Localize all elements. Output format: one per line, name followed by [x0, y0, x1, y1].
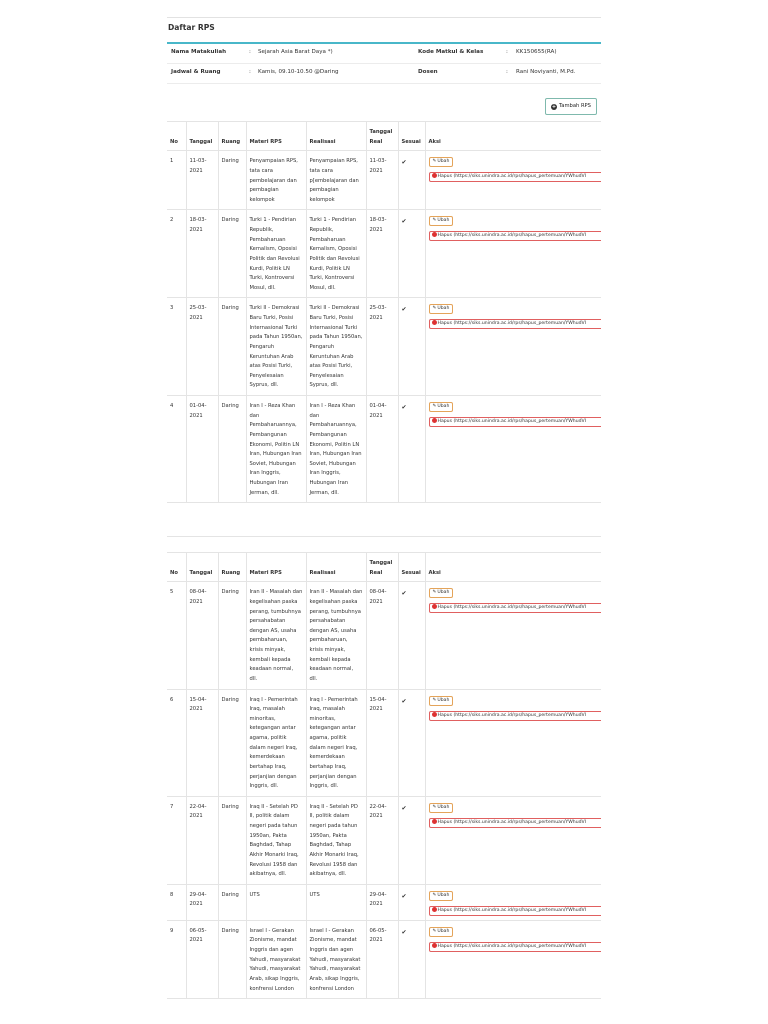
- delete-button[interactable]: [429, 172, 602, 182]
- delete-button[interactable]: [429, 906, 602, 916]
- cell-no: 2: [167, 210, 186, 298]
- edit-label: Ubah: [437, 892, 450, 898]
- delete-button[interactable]: [429, 711, 602, 721]
- col-header-real-date: Tanggal Real: [366, 553, 398, 582]
- col-header-material: Materi RPS: [246, 122, 306, 151]
- cell-material: UTS: [246, 884, 306, 920]
- col-header-match: Sesuai: [398, 122, 425, 151]
- table-row: [167, 689, 601, 796]
- delete-icon: [432, 418, 437, 423]
- cell-action: [425, 796, 601, 884]
- delete-label: Hapus (https://siks.unindra.ac.id/rps/hapus_pertemuan/YWhudVI: [437, 605, 587, 611]
- cell-room: Daring: [218, 151, 246, 210]
- cell-match: [398, 210, 425, 298]
- cell-no: 7: [167, 796, 186, 884]
- cell-room: Daring: [218, 396, 246, 503]
- check-icon: ✔: [401, 306, 407, 314]
- edit-button[interactable]: [429, 304, 454, 314]
- delete-label: Hapus (https://siks.unindra.ac.id/rps/hapus_pertemuan/YWhudVI: [437, 321, 587, 327]
- cell-date: 06-05-2021: [186, 920, 218, 998]
- check-icon: ✔: [401, 697, 407, 705]
- cell-real-date: 08-04-2021: [366, 582, 398, 689]
- cell-realization: Iraq I - Pemerintah Iraq, masalah minoritas, ketegangan antar agama, politik dalam negeri Iraq, kemerdekaan bertahap Iraq, perjanjian dengan Inggris, dll.: [306, 689, 366, 796]
- cell-room: Daring: [218, 298, 246, 396]
- cell-real-date: 29-04-2021: [366, 884, 398, 920]
- lecturer-label: Dosen: [418, 69, 438, 75]
- table-header: [167, 122, 601, 151]
- edit-button[interactable]: [429, 927, 454, 937]
- course-value: Sejarah Asia Barat Daya *): [258, 49, 333, 55]
- delete-button[interactable]: [429, 818, 602, 828]
- cell-realization: Iran II - Masalah dan kegelisahan paska perang, tumbuhnya persahabatan dengan AS, usaha pembaharuan, krisis minyak, kembali kepada keadaan normal, dll.: [306, 582, 366, 689]
- cell-room: Daring: [218, 689, 246, 796]
- delete-button[interactable]: [429, 603, 602, 613]
- cell-match: [398, 151, 425, 210]
- cell-room: Daring: [218, 920, 246, 998]
- cell-material: Turki 1 - Pendirian Republik, Pembaharuan Kemalism, Oposisi Politik dan Revolusi Kurdi, Politik LN Turki, Kontroversi Mosul, dll.: [246, 210, 306, 298]
- cell-realization: Turki II - Demokrasi Baru Turki, Posisi Internasional Turki pada Tahun 1950an, Pengaruh Keruntuhan Arab atas Posisi Turki, Penyelesaian Syprus, dll.: [306, 298, 366, 396]
- cell-match: [398, 396, 425, 503]
- cell-real-date: 06-05-2021: [366, 920, 398, 998]
- cell-room: Daring: [218, 210, 246, 298]
- cell-material: Iraq I - Pemerintah Iraq, masalah minoritas, ketegangan antar agama, politik dalam negeri Iraq, kemerdekaan bertahap Iraq, perjanjian dengan Inggris, dll.: [246, 689, 306, 796]
- table-row: [167, 582, 601, 689]
- cell-date: 11-03-2021: [186, 151, 218, 210]
- cell-material: Iraq II - Setelah PD II, politik dalam negeri pada tahun 1950an, Pakta Baghdad, Tahap Akhir Monarki Iraq, Revolusi 1958 dan akibatnya, dll.: [246, 796, 306, 884]
- col-header-room: Ruang: [218, 553, 246, 582]
- cell-room: Daring: [218, 796, 246, 884]
- table-row: [167, 796, 601, 884]
- lecturer-value: Rani Noviyanti, M.Pd.: [516, 69, 576, 75]
- cell-date: 01-04-2021: [186, 396, 218, 503]
- edit-button[interactable]: [429, 216, 454, 226]
- cell-match: [398, 796, 425, 884]
- cell-material: Penyampaian RPS, tata cara pembelajaran dan pembagian kelompok: [246, 151, 306, 210]
- cell-action: [425, 396, 601, 503]
- cell-material: Iran II - Masalah dan kegelisahan paska perang, tumbuhnya persahabatan dengan AS, usaha pembaharuan, krisis minyak, kembali kepada keadaan normal, dll.: [246, 582, 306, 689]
- cell-action: [425, 210, 601, 298]
- cell-date: 15-04-2021: [186, 689, 218, 796]
- cell-room: Daring: [218, 582, 246, 689]
- cell-real-date: 15-04-2021: [366, 689, 398, 796]
- rps-table: [167, 121, 601, 503]
- cell-material: Israel I - Gerakan Zionisme, mandat Inggris dan agen Yahudi, masyarakat Yahudi, masyarakat Arab, sikap Inggris, konfrensi London: [246, 920, 306, 998]
- delete-button[interactable]: [429, 417, 602, 427]
- edit-label: Ubah: [437, 697, 450, 703]
- check-icon: ✔: [401, 218, 407, 226]
- cell-no: 5: [167, 582, 186, 689]
- add-rps-label: Tambah RPS: [559, 102, 591, 109]
- separator: :: [506, 69, 508, 75]
- cell-no: 8: [167, 884, 186, 920]
- cell-room: Daring: [218, 884, 246, 920]
- cell-action: [425, 884, 601, 920]
- delete-label: Hapus (https://siks.unindra.ac.id/rps/hapus_pertemuan/YWhudVI: [437, 943, 587, 949]
- cell-date: 25-03-2021: [186, 298, 218, 396]
- cell-date: 08-04-2021: [186, 582, 218, 689]
- table-row: [167, 210, 601, 298]
- cell-no: 1: [167, 151, 186, 210]
- separator: :: [249, 49, 251, 55]
- edit-label: Ubah: [437, 404, 450, 409]
- table-row: [167, 298, 601, 396]
- cell-real-date: 01-04-2021: [366, 396, 398, 503]
- delete-icon: [432, 907, 437, 912]
- cell-match: [398, 884, 425, 920]
- code-label: Kode Matkul & Kelas: [418, 49, 484, 55]
- cell-real-date: 11-03-2021: [366, 151, 398, 210]
- delete-icon: [432, 712, 437, 717]
- delete-button[interactable]: [429, 231, 602, 241]
- table-row: [167, 396, 601, 503]
- col-header-material: Materi RPS: [246, 553, 306, 582]
- cell-date: 18-03-2021: [186, 210, 218, 298]
- delete-icon: [432, 819, 437, 824]
- col-header-date: Tanggal: [186, 553, 218, 582]
- cell-action: [425, 582, 601, 689]
- top-divider: [167, 17, 601, 18]
- edit-label: Ubah: [437, 804, 450, 810]
- delete-icon: [432, 943, 437, 948]
- check-icon: ✔: [401, 159, 407, 167]
- col-header-action: Aksi: [425, 553, 601, 582]
- edit-label: Ubah: [437, 306, 450, 312]
- delete-label: Hapus (https://siks.unindra.ac.id/rps/hapus_pertemuan/YWhudVI: [437, 712, 587, 718]
- edit-label: Ubah: [437, 590, 450, 596]
- col-header-match: Sesuai: [398, 553, 425, 582]
- cell-date: 22-04-2021: [186, 796, 218, 884]
- check-icon: ✔: [401, 892, 407, 900]
- cell-match: [398, 920, 425, 998]
- table-header: [167, 553, 601, 582]
- delete-label: Hapus (https://siks.unindra.ac.id/rps/hapus_pertemuan/YWhudVI: [437, 419, 587, 424]
- check-icon: ✔: [401, 928, 407, 936]
- info-row-schedule: [167, 64, 601, 84]
- edit-button[interactable]: [429, 803, 454, 813]
- cell-real-date: 25-03-2021: [366, 298, 398, 396]
- check-icon: ✔: [401, 590, 407, 598]
- col-header-no: No: [167, 553, 186, 582]
- edit-button[interactable]: [429, 157, 454, 167]
- edit-button[interactable]: [429, 696, 454, 706]
- cell-material: Iran I - Reza Khan dan Pembaharuannya, Pembangunan Ekonomi, Politin LN Iran, Hubungan Iran Soviet, Hubungan Iran Inggris, Hubungan Iran Jerman, dll.: [246, 396, 306, 503]
- col-header-date: Tanggal: [186, 122, 218, 151]
- edit-label: Ubah: [437, 159, 450, 165]
- edit-button[interactable]: [429, 891, 454, 901]
- cell-realization: Iran I - Reza Khan dan Pembaharuannya, Pembangunan Ekonomi, Politin LN Iran, Hubungan Iran Soviet, Hubungan Iran Inggris, Hubungan Iran Jerman, dll.: [306, 396, 366, 503]
- cell-no: 6: [167, 689, 186, 796]
- info-row-course: [167, 44, 601, 64]
- cell-realization: UTS: [306, 884, 366, 920]
- delete-button[interactable]: [429, 942, 602, 952]
- schedule-label: Jadwal & Ruang: [171, 69, 221, 75]
- cell-action: [425, 298, 601, 396]
- cell-no: 4: [167, 396, 186, 503]
- cell-real-date: 18-03-2021: [366, 210, 398, 298]
- table-row: [167, 920, 601, 998]
- edit-button[interactable]: [429, 402, 454, 412]
- cell-action: [425, 151, 601, 210]
- delete-icon: [432, 232, 437, 237]
- rps-page: [167, 0, 601, 1024]
- col-header-action: Aksi: [425, 122, 601, 151]
- edit-label: Ubah: [437, 218, 450, 224]
- edit-button[interactable]: [429, 588, 454, 598]
- cell-real-date: 22-04-2021: [366, 796, 398, 884]
- delete-label: Hapus (https://siks.unindra.ac.id/rps/hapus_pertemuan/YWhudVI: [437, 233, 587, 239]
- delete-label: Hapus (https://siks.unindra.ac.id/rps/hapus_pertemuan/YWhudVI: [437, 819, 587, 825]
- cell-action: [425, 920, 601, 998]
- col-header-realization: Realisasi: [306, 122, 366, 151]
- cell-match: [398, 689, 425, 796]
- table-row: [167, 884, 601, 920]
- delete-icon: [432, 320, 437, 325]
- check-icon: ✔: [401, 404, 407, 411]
- table-row: [167, 151, 601, 210]
- delete-icon: [432, 604, 437, 609]
- cell-realization: Iraq II - Setelah PD II, politik dalam negeri pada tahun 1950an, Pakta Baghdad, Tahap Akhir Monarki Iraq, Revolusi 1958 dan akibatnya, dll.: [306, 796, 366, 884]
- cell-date: 29-04-2021: [186, 884, 218, 920]
- cell-no: 9: [167, 920, 186, 998]
- cell-action: [425, 689, 601, 796]
- col-header-no: No: [167, 122, 186, 151]
- separator: :: [249, 69, 251, 75]
- delete-icon: [432, 173, 437, 178]
- check-icon: ✔: [401, 804, 407, 812]
- col-header-realization: Realisasi: [306, 553, 366, 582]
- course-label: Nama Matakuliah: [171, 49, 227, 55]
- cell-material: Turki II - Demokrasi Baru Turki, Posisi Internasional Turki pada Tahun 1950an, Pengaruh Keruntuhan Arab atas Posisi Turki, Penyelesaian Syprus, dll.: [246, 298, 306, 396]
- page-title: Daftar RPS: [168, 23, 215, 32]
- add-rps-button[interactable]: [545, 98, 597, 115]
- cell-realization: Israel I - Gerakan Zionisme, mandat Inggris dan agen Yahudi, masyarakat Yahudi, masyarakat Arab, sikap Inggris, konfrensi London: [306, 920, 366, 998]
- cell-match: [398, 298, 425, 396]
- separator: :: [506, 49, 508, 55]
- delete-label: Hapus (https://siks.unindra.ac.id/rps/hapus_pertemuan/YWhudVI: [437, 174, 587, 180]
- cell-no: 3: [167, 298, 186, 396]
- schedule-value: Kamis, 09.10-10.50 @Daring: [258, 69, 339, 75]
- cell-match: [398, 582, 425, 689]
- rps-table: [167, 552, 601, 999]
- edit-label: Ubah: [437, 928, 450, 934]
- delete-button[interactable]: [429, 319, 602, 329]
- section-divider: [167, 536, 601, 537]
- col-header-real-date: Tanggal Real: [366, 122, 398, 151]
- plus-circle-icon: +: [551, 103, 557, 110]
- col-header-room: Ruang: [218, 122, 246, 151]
- cell-realization: Penyampaian RPS, tata cara p[embelajaran dan pembagian kelompok: [306, 151, 366, 210]
- cell-realization: Turki 1 - Pendirian Republik, Pembaharuan Kemalism, Oposisi Politik dan Revolusi Kurdi, Politik LN Turki, Kontroversi Mosul, dll.: [306, 210, 366, 298]
- delete-label: Hapus (https://siks.unindra.ac.id/rps/hapus_pertemuan/YWhudVI: [437, 907, 587, 913]
- code-value: KK150655(RA): [516, 49, 557, 55]
